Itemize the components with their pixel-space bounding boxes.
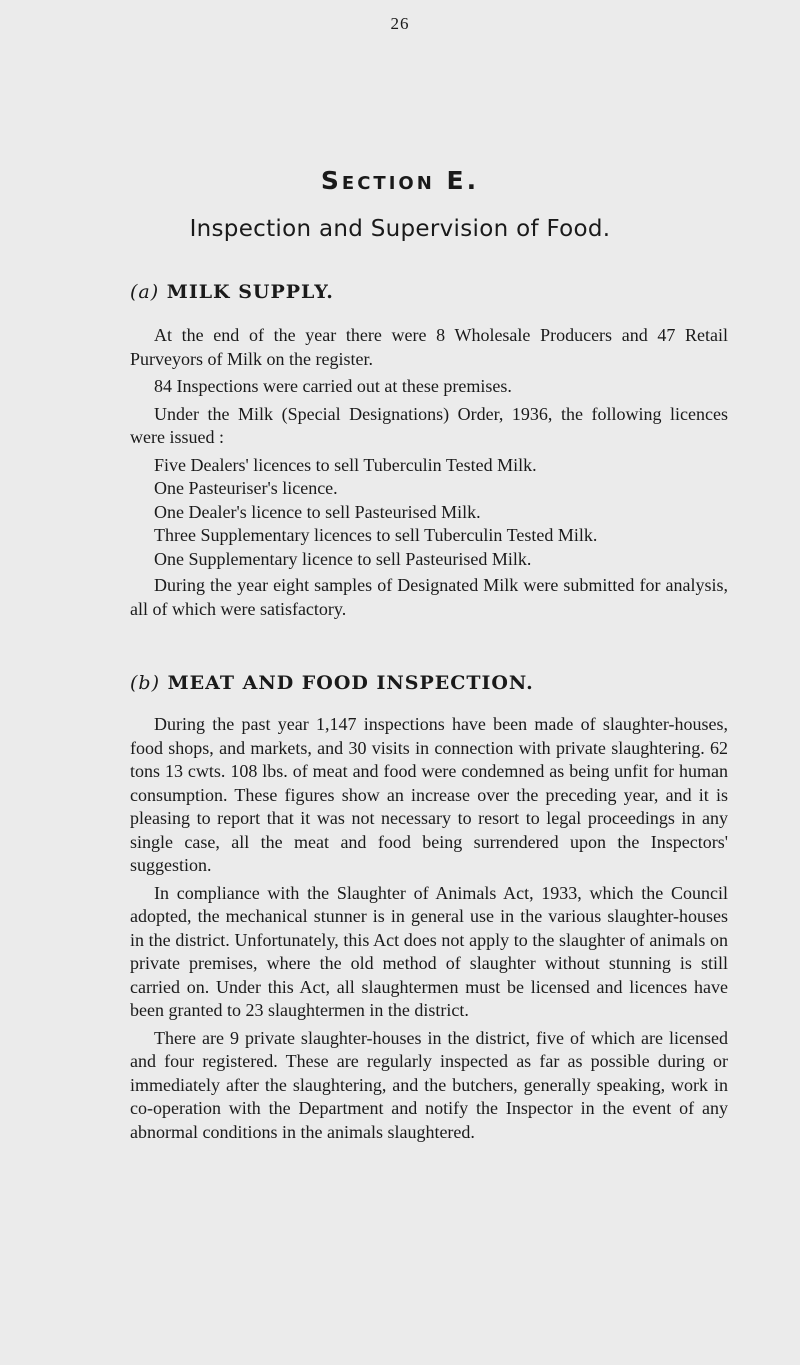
meat-inspection-marker: (b) xyxy=(130,672,160,694)
licence-list xyxy=(130,454,728,572)
meat-inspection-body xyxy=(130,713,728,1148)
meat-inspection-heading-text: MEAT AND FOOD INSPECTION. xyxy=(167,672,534,694)
milk-para-samples: During the year eight samples of Designated Milk were submitted for analysis, all of which were satisfactory. xyxy=(130,575,728,619)
meat-para-slaughter-act: In compliance with the Slaughter of Animals Act, 1933, which the Council adopted, the mechanical stunner is in general use in the various slaughter-houses in the district. Unfortunately, this Act does not apply to the slaughter of animals on private premises, where the old method of slaughter without stunning is still carried on. Under this Act, all slaughtermen must be licensed and licences have been granted to 23 slaughtermen in the district. xyxy=(130,882,728,1020)
milk-supply-marker: (a) xyxy=(130,281,160,303)
meat-inspection-heading xyxy=(130,672,534,694)
meat-para-private-slaughter-houses: There are 9 private slaughter-houses in the district, five of which are licensed and four registered. These are regularly inspected as far as possible during or immediately after the slaughtering, and the butchers, generally speaking, work in co-operation with the Department and notify the Inspector in the event of any abnormal conditions in the animals slaughtered. xyxy=(130,1027,728,1142)
milk-para-inspections: 84 Inspections were carried out at these premises. xyxy=(154,376,512,396)
milk-supply-heading-text: MILK SUPPLY. xyxy=(166,281,334,303)
licence-item: One Dealer's licence to sell Pasteurised Milk. xyxy=(154,501,481,522)
milk-supply-body xyxy=(130,324,728,621)
licence-item: One Supplementary licence to sell Pasteurised Milk. xyxy=(154,548,532,569)
meat-para-inspections: During the past year 1,147 inspections have been made of slaughter-houses, food shops, and markets, and 30 visits in connection with private slaughtering. 62 tons 13 cwts. 108 lbs. of meat and food were condemned as being unfit for human consumption. These figures show an increase over the preceding year, and it is pleasing to report that it was not necessary to resort to legal proceedings in any single case, all the meat and food being surrendered upon the Inspectors' suggestion. xyxy=(130,714,728,875)
milk-para-register: At the end of the year there were 8 Wholesale Producers and 47 Retail Purveyors of Milk on the register. xyxy=(130,325,728,369)
licence-item: One Pasteuriser's licence. xyxy=(154,478,338,498)
section-title-letter: E. xyxy=(446,166,480,195)
licence-item: Five Dealers' licences to sell Tuberculin Tested Milk. xyxy=(154,454,537,475)
milk-supply-heading xyxy=(130,281,334,303)
section-title-prefix: Section xyxy=(320,166,435,195)
licence-item: Three Supplementary licences to sell Tuberculin Tested Milk. xyxy=(154,525,598,545)
section-title xyxy=(0,166,800,195)
milk-para-order: Under the Milk (Special Designations) Order, 1936, the following licences were issued : xyxy=(130,403,728,447)
page-number: 26 xyxy=(390,14,410,33)
section-subtitle: Inspection and Supervision of Food. xyxy=(189,216,611,242)
